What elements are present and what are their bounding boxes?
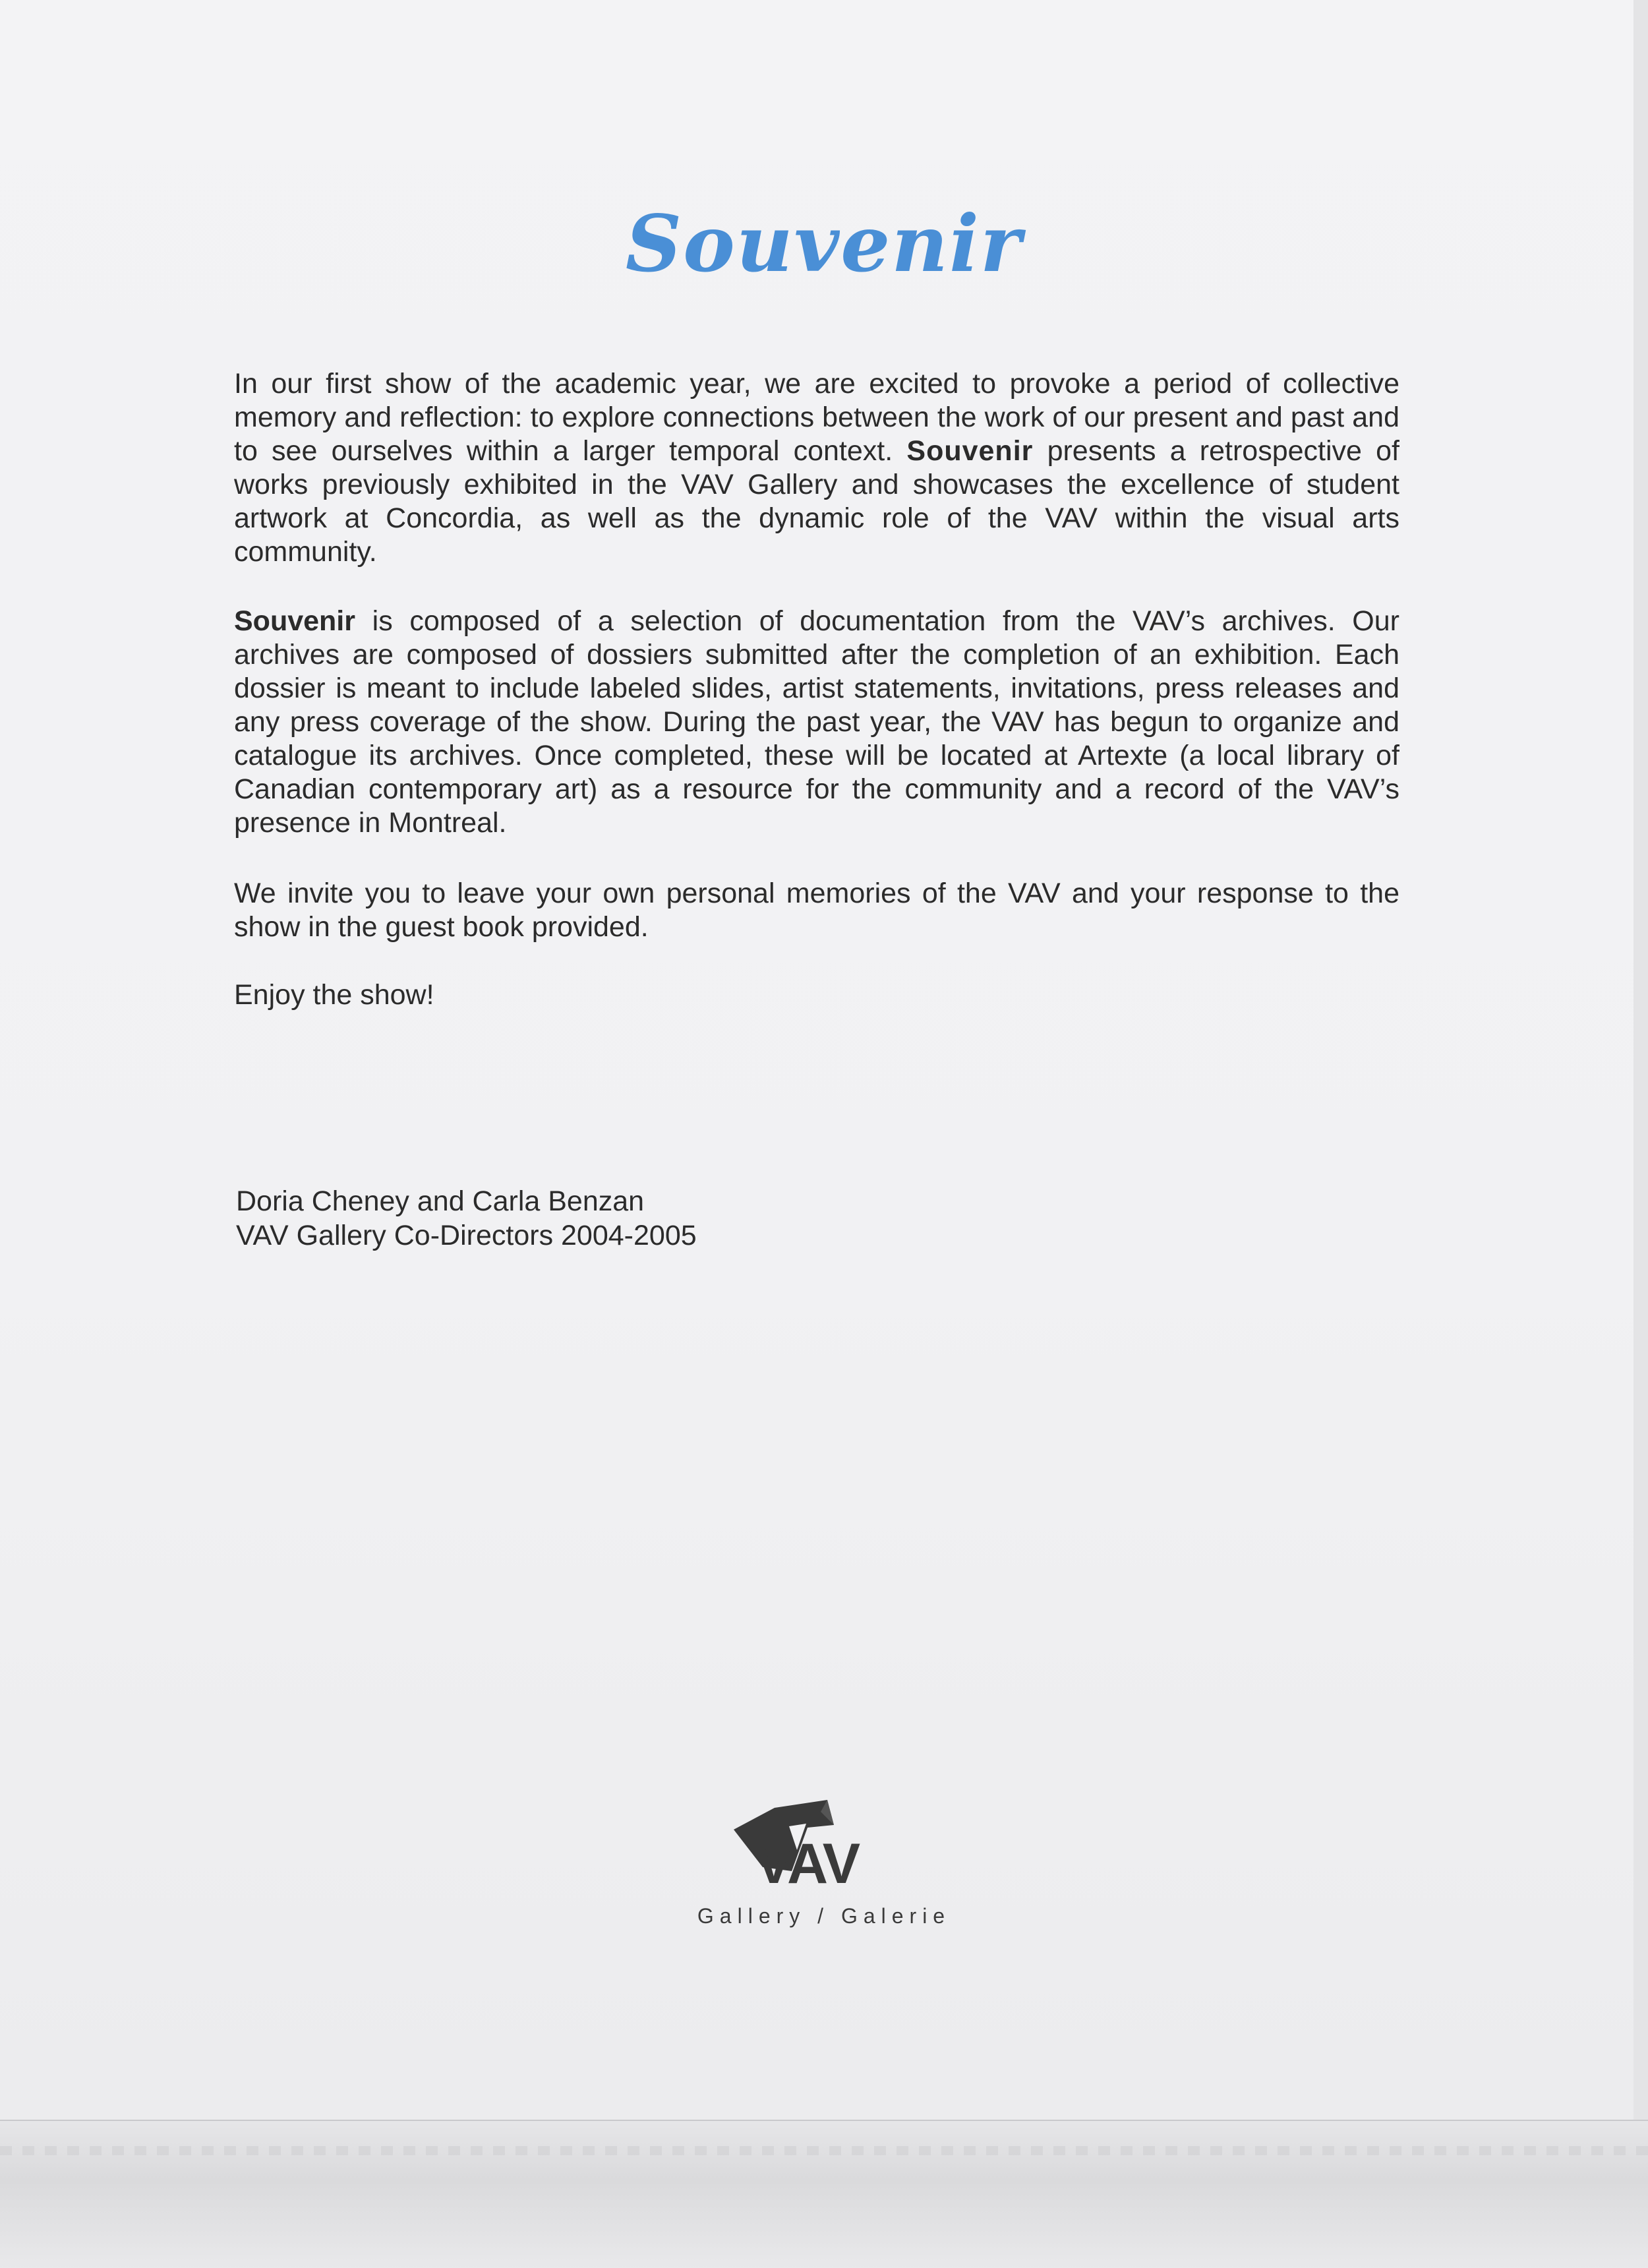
vav-gallery-logo: [679, 1793, 969, 1928]
plastic-sleeve: [0, 2120, 1648, 2268]
souvenir-bold: Souvenir: [906, 435, 1034, 467]
signature-block: [236, 1184, 697, 1253]
paragraph-intro: [234, 367, 1399, 569]
souvenir-bold: Souvenir: [234, 605, 355, 637]
paragraph-guest-book: We invite you to leave your own personal memories of the VAV and your response to the show in the guest book provided.: [234, 878, 1399, 943]
signature-role: VAV Gallery Co-Directors 2004-2005: [236, 1220, 697, 1251]
logo-caption: Gallery / Galerie: [697, 1904, 951, 1928]
paragraph-closing: Enjoy the show!: [234, 979, 434, 1011]
document-title: Souvenir: [625, 198, 1023, 289]
paragraph-intro-text: In our first show of the academic year, we are excited to provoke a period of collective memory and reflection: to explore connections between the work of our present and past and to see ourselves within a larger temporal context.: [234, 368, 1399, 467]
sleeve-perforation: [0, 2146, 1648, 2155]
paragraph-archives: [234, 605, 1399, 840]
signature-names: Doria Cheney and Carla Benzan: [236, 1185, 645, 1217]
logo-wordmark: VAV: [755, 1832, 860, 1895]
paragraph-intro-text-end: presents a retrospective of works previously exhibited in the VAV Gallery and showcases the excellence of student artwork at Concordia, as well as the dynamic role of the VAV within the visual arts community.: [234, 435, 1399, 568]
page-edge: [1633, 0, 1648, 2268]
paragraph-archives-text: is composed of a selection of documentation from the VAV’s archives. Our archives are composed of dossiers submitted after the completion of an exhibition. Each dossier is meant to include labeled slides, artist statements, invitations, press releases and any press coverage of the show. During the past year, the VAV has begun to organize and catalogue its archives. Once completed, these will be located at Artexte (a local library of Canadian contemporary art) as a resource for the community and a record of the VAV’s presence in Montreal.: [234, 605, 1399, 839]
